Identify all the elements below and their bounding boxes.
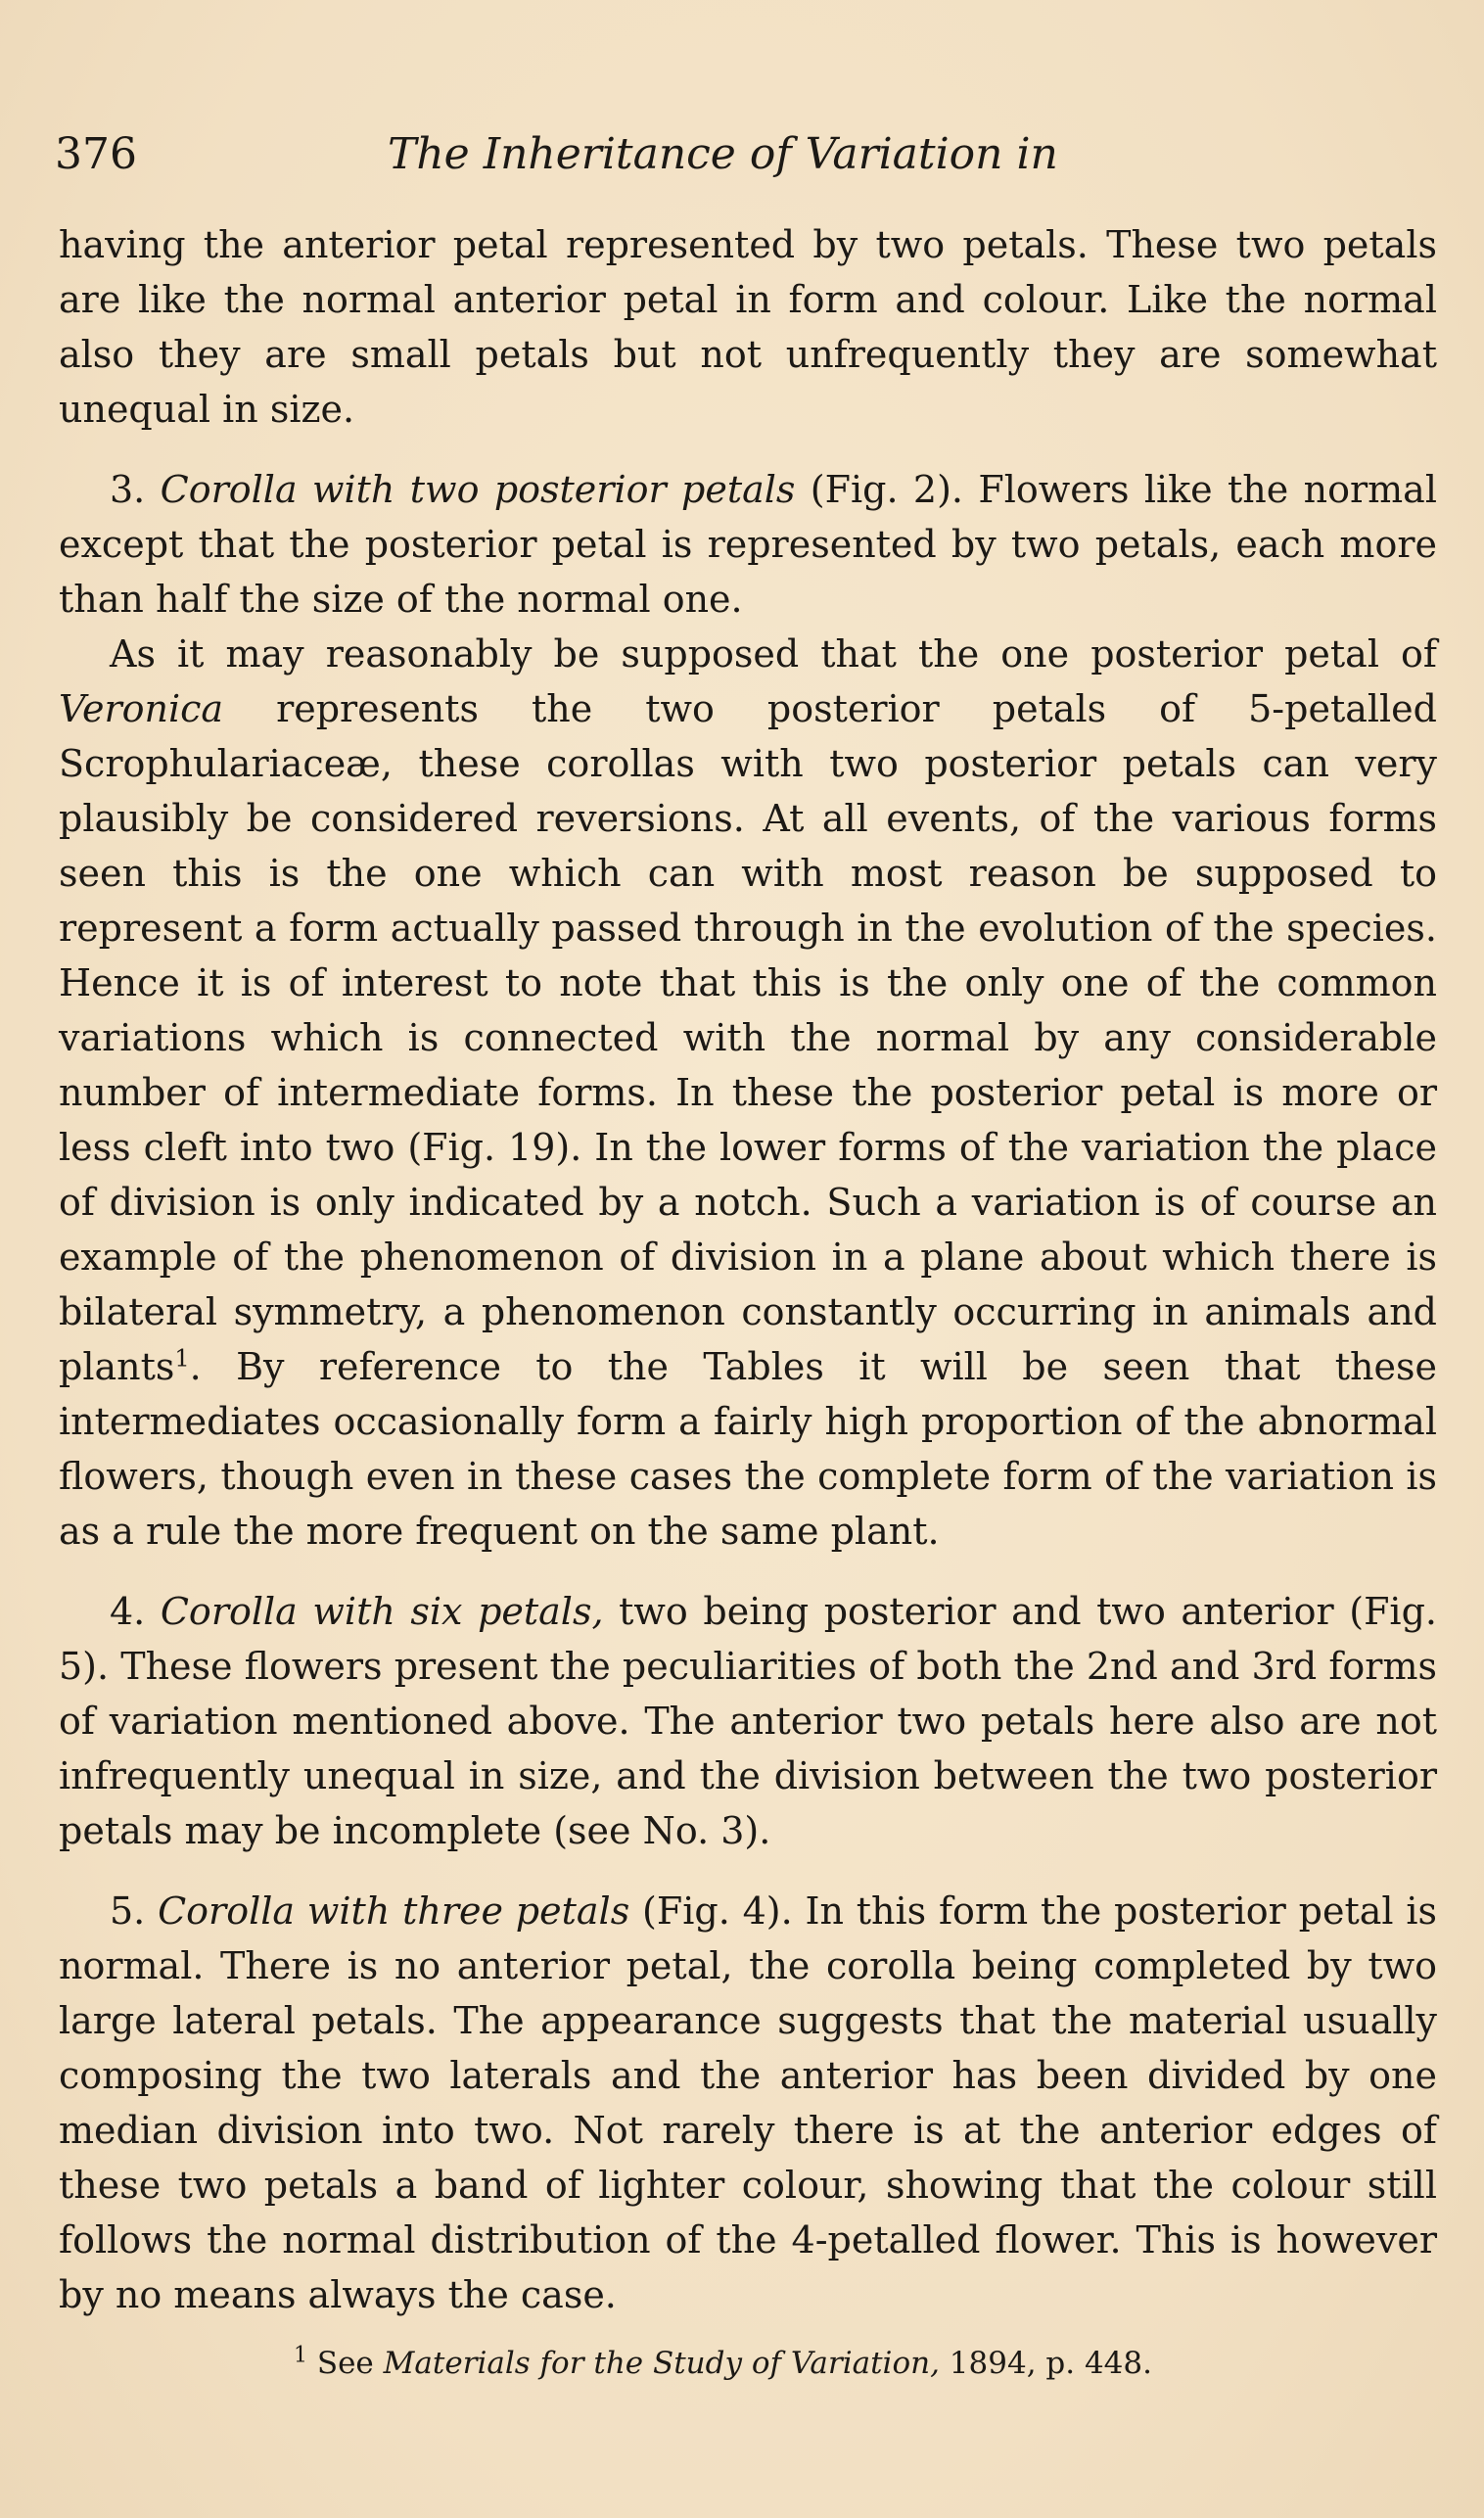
genus-name: Veronica — [59, 687, 224, 730]
paragraph-text: having the anterior petal represented by two petals. These two petals are like the normal anterior petal in form and colour. Like the normal also they are small petals but not unfrequently they are somewhat unequal in size. — [59, 223, 1437, 431]
item-number: 5. — [110, 1889, 146, 1933]
item-title: Corolla with six petals, — [160, 1590, 604, 1633]
footnote-suffix: 1894, p. 448. — [939, 2346, 1152, 2381]
paragraph-reversion-discussion — [59, 627, 1437, 1559]
footnote-cited-title: Materials for the Study of Variation, — [383, 2346, 940, 2381]
paragraph-text: represents the two posterior petals of 5-petalled Scrophulariaceæ, these corollas with two posterior petals can very plausibly be considered reversions. At all events, of the various forms seen this is the one which can with most reason be supposed to represent a form actually passed through in the evolution of the species. Hence it is of interest to note that this is the only one of the common variations which is connected with the normal by any considerable number of intermediate forms. In these the posterior petal is more or less cleft into two (Fig. 19). In the lower forms of the variation the place of division is only indicated by a notch. Such a variation is of course an example of the phenomenon of division in a plane about which there is bilateral symmetry, a phenomenon constantly occurring in animals and plants — [59, 687, 1437, 1388]
paragraph-text: (Fig. 4). In this form the posterior petal is normal. There is no anterior petal, the corolla being completed by two large lateral petals. The appearance suggests that the material usually composing the two laterals and the anterior has been divided by one median division into two. Not rarely there is at the anterior edges of these two petals a band of lighter colour, showing that the colour still follows the normal distribution of the 4-petalled flower. This is however by no means always the case. — [59, 1889, 1437, 2316]
paragraph-gap — [59, 1858, 1437, 1884]
paragraph-text: . By reference to the Tables it will be seen that these intermediates occasionally form a fairly high proportion of the abnormal flowers, though even in these cases the complete form of the variation is as a rule the more frequent on the same plant. — [59, 1345, 1437, 1553]
page-number: 376 — [55, 129, 137, 179]
paragraph-item-3 — [59, 462, 1437, 627]
footnote-reference: 1 — [174, 1344, 190, 1373]
item-number: 3. — [110, 468, 146, 511]
paragraph-continuation — [59, 217, 1437, 437]
page-header — [55, 129, 1425, 188]
paragraph-text: (Fig. 2). Flowers like the normal except that the posterior petal is represented by two petals, each more than half the size of the normal one. — [59, 468, 1437, 621]
page-body — [59, 217, 1437, 2322]
paragraph-item-4 — [59, 1584, 1437, 1858]
paragraph-text: two being posterior and two anterior (Fig. 5). These flowers present the peculiarities of both the 2nd and 3rd forms of variation mentioned above. The anterior two petals here also are not infrequently unequal in size, and the division between the two posterior petals may be incomplete (see No. 3). — [59, 1590, 1437, 1852]
paragraph-gap — [59, 437, 1437, 462]
footnote-mark: 1 — [294, 2343, 307, 2368]
paragraph-item-5 — [59, 1884, 1437, 2322]
running-title: The Inheritance of Variation in — [388, 129, 1058, 179]
footnote — [294, 2342, 1273, 2385]
item-title: Corolla with three petals — [158, 1889, 630, 1933]
footnote-prefix: See — [307, 2346, 384, 2381]
paragraph-text: As it may reasonably be supposed that the one posterior petal of — [110, 632, 1437, 676]
paragraph-gap — [59, 1559, 1437, 1584]
item-title: Corolla with two posterior petals — [160, 468, 796, 511]
item-number: 4. — [110, 1590, 146, 1633]
